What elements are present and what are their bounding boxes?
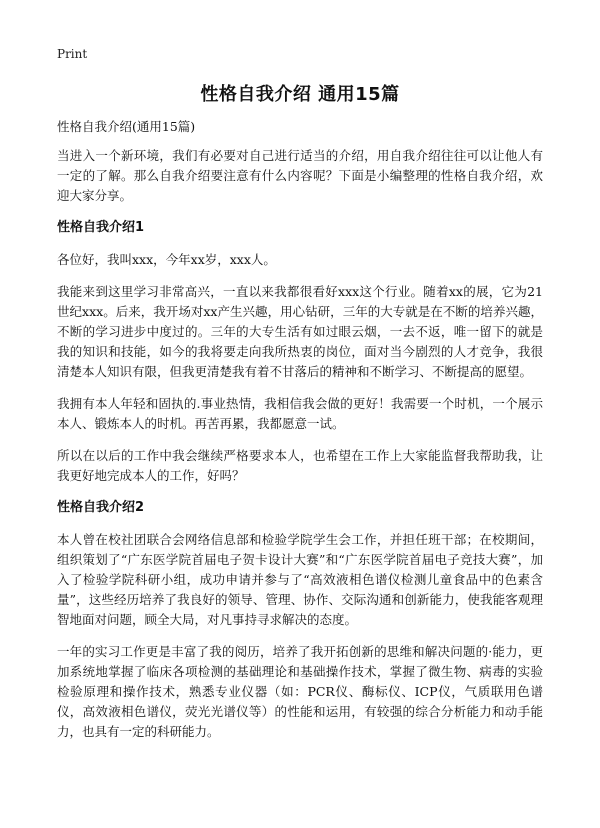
intro-paragraph: 当进入一个新环境，我们有必要对自己进行适当的介绍，用自我介绍往往可以让他人有一定的了解。那么自我介绍要注意有什么内容呢？下面是小编整理的性格自我介绍，欢迎大家分享。 — [57, 148, 543, 203]
article-body — [57, 118, 543, 754]
section-heading-1: 性格自我介绍1 — [57, 220, 145, 235]
section-heading-2: 性格自我介绍2 — [57, 500, 145, 515]
section-2-paragraph-1: 本人曾在校社团联合会网络信息部和检验学院学生会工作，并担任班干部；在校期间，组织策划了“广东医学院首届电子贺卡设计大赛”和“广东医学院首届电子竞技大赛”，加入了检验学院科研小组，成功申请并参与了“高效液相色谱仪检测儿童食品中的色素含量”，这些经历培养了我良好的领导、管理、协作、交际沟通和创新能力，使我能客观理智地面对问题，顾全大局，对凡事持寻求解决的态度。 — [57, 532, 543, 627]
page-title: 性格自我介绍 通用15篇 — [200, 84, 400, 105]
section-2-paragraph-2: 一年的实习工作更是丰富了我的阅历，培养了我开拓创新的思维和解决问题的·能力，更加系统地掌握了临床各项检测的基础理论和基础操作技术，掌握了微生物、病毒的实验检验原理和操作技术，熟悉专业仪器（如：PCR仪、酶标仪、ICP仪，气质联用色谱仪，高效液相色谱仪，荧光光谱仪等）的性能和运用，有较强的综合分析能力和动手能力，也具有一定的科研能力。 — [57, 644, 543, 739]
section-1-paragraph-3: 我拥有本人年轻和固执的.事业热情，我相信我会做的更好！我需要一个时机，一个展示本人、锻炼本人的时机。再苦再累，我都愿意一试。 — [57, 396, 543, 431]
section-1-paragraph-2: 我能来到这里学习非常高兴，一直以来我都很看好xxx这个行业。随着xx的展，它为21世纪xxx。后来，我开场对xx产生兴趣，用心钻研，三年的大专就是在不断的培养兴趣，不断的学习进步中度过的。三年的大专生活有如过眼云烟，一去不返，唯一留下的就是我的知识和技能，如今的我将要走向我所热衷的岗位，面对当今剧烈的人才竞争，我很清楚本人知识有限，但我更清楚我有着不甘落后的精神和不断学习、不断提高的愿望。 — [57, 284, 543, 379]
section-1-paragraph-4: 所以在以后的工作中我会继续严格要求本人，也希望在工作上大家能监督我帮助我，让我更好地完成本人的工作，好吗？ — [57, 448, 543, 483]
section-1-paragraph-1: 各位好，我叫xxx，今年xx岁，xxx人。 — [57, 252, 276, 267]
document-subtitle: 性格自我介绍(通用15篇) — [57, 119, 196, 134]
print-link[interactable]: Print — [57, 47, 88, 61]
